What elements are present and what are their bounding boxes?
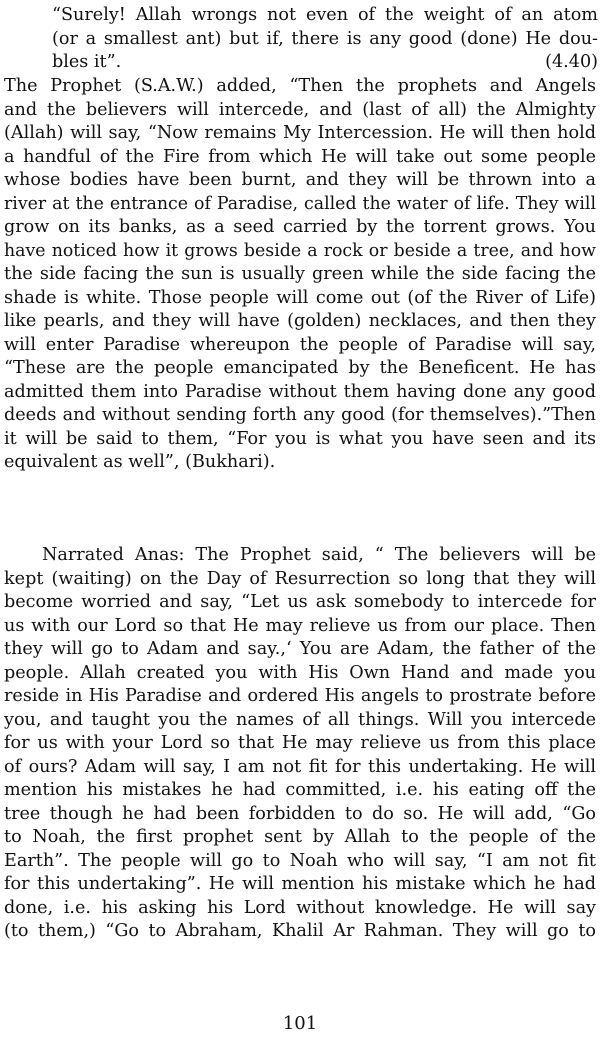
paragraph-narrated-anas <box>4 544 596 944</box>
quote-last-line <box>52 51 598 75</box>
text-line: reside in His Paradise and ordered His angels to prostrate before <box>4 686 596 706</box>
text-line: and the believers will intercede, and (last of all) the Almighty <box>4 99 596 120</box>
text-line: kept (waiting) on the Day of Resurrection so long that they will <box>4 568 596 589</box>
text-line: The Prophet (S.A.W.) added, “Then the prophets and Angels <box>4 76 596 96</box>
text-line: deeds and without sending forth any good (for themselves).”Then <box>4 405 596 425</box>
text-line: “These are the people emancipated by the Beneficent. He has <box>4 358 596 378</box>
text-line: to Noah, the first prophet sent by Allah to the people of the <box>4 827 596 847</box>
text-line: grow on its banks, as a seed carried by the torrent grows. You <box>4 217 596 237</box>
text-line: you, and taught you the names of all things. Will you intercede <box>4 709 596 730</box>
text-line: will enter Paradise whereupon the people of Paradise will say, <box>4 334 596 355</box>
text-line: (Allah) will say, “Now remains My Intercession. He will then hold <box>4 123 596 143</box>
text-line: tree though he had been forbidden to do so. He will add, “Go <box>4 803 596 824</box>
text-line: equivalent as well”, (Bukhari). <box>4 452 276 472</box>
quote-line: bles it”. <box>52 52 122 72</box>
page-number: 101 <box>282 1013 318 1034</box>
text-line: have noticed how it grows beside a rock or beside a tree, and how <box>4 240 596 261</box>
quran-quote <box>52 4 598 75</box>
text-line: of ours? Adam will say, I am not fit for this undertaking. He will <box>4 756 596 777</box>
text-line: whose bodies have been burnt, and they will be thrown into a <box>4 170 596 190</box>
text-line: the side facing the sun is usually green while the side facing the <box>4 264 596 284</box>
text-line: admitted them into Paradise without them having done any good <box>4 381 596 402</box>
quote-line: “Surely! Allah wrongs not even of the weight of an atom <box>52 5 598 25</box>
text-line: a handful of the Fire from which He will take out some people <box>4 146 596 167</box>
paragraph-intercession <box>4 75 596 475</box>
quote-line: (or a smallest ant) but if, there is any good (done) He dou- <box>52 28 598 49</box>
text-line: for this undertaking”. He will mention his mistake which he had <box>4 874 596 894</box>
text-line: become worried and say, “Let us ask somebody to intercede for <box>4 592 596 612</box>
text-line: like pearls, and they will have (golden) necklaces, and then they <box>4 311 596 331</box>
text-line: us with our Lord so that He may relieve us from our place. Then <box>4 615 596 636</box>
text-line: (to them,) “Go to Abraham, Khalil Ar Rahman. They will go to <box>4 921 596 941</box>
text-line: Narrated Anas: The Prophet said, “ The believers will be <box>42 545 596 565</box>
text-line: Earth”. The people will go to Noah who will say, “I am not fit <box>4 850 596 871</box>
text-line: for us with your Lord so that He may relieve us from this place <box>4 733 596 753</box>
text-line: they will go to Adam and say.,‘ You are Adam, the father of the <box>4 639 596 659</box>
text-line: it will be said to them, “For you is what you have seen and its <box>4 428 596 449</box>
text-line: done, i.e. his asking his Lord without knowledge. He will say <box>4 897 596 918</box>
text-line: mention his mistakes he had committed, i.e. his eating off the <box>4 780 596 800</box>
text-line: river at the entrance of Paradise, called the water of life. They will <box>4 193 596 214</box>
text-line: people. Allah created you with His Own Hand and made you <box>4 662 596 683</box>
verse-reference: (4.40) <box>545 52 598 72</box>
text-line: shade is white. Those people will come out (of the River of Life) <box>4 287 596 308</box>
